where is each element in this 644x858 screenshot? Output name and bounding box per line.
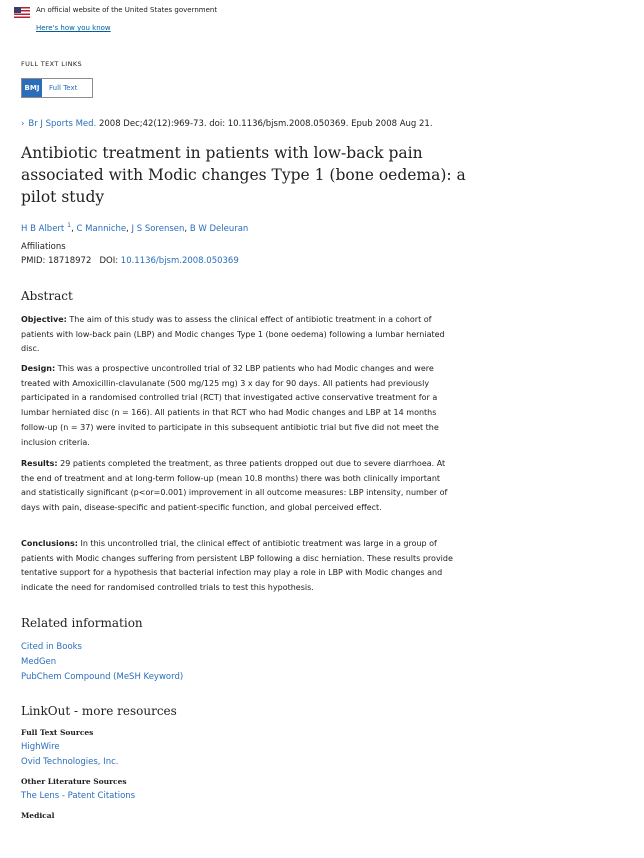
us-flag-icon xyxy=(14,7,30,18)
author-link[interactable]: C Manniche xyxy=(76,224,127,234)
pmid-value: 18718972 xyxy=(48,256,92,266)
abstract-objective xyxy=(21,313,456,357)
author-link[interactable]: B W Deleuran xyxy=(189,224,249,234)
abstract-section-label: Objective: xyxy=(21,315,67,324)
bmj-logo-icon: BMJ xyxy=(22,79,42,97)
abstract-heading: Abstract xyxy=(21,289,73,303)
abstract-section-text: The aim of this study was to assess the clinical effect of antibiotic treatment in a cohort of patients with low-back pain (LBP) and Modic changes Type 1 (bone oedema) following a lumbar herniated disc. xyxy=(21,315,445,354)
abstract-section-text: This was a prospective uncontrolled trial of 32 LBP patients who had Modic changes and were treated with Amoxicillin-clavulanate (500 mg/125 mg) 3 x day for 90 days. All patients had previously participated in a randomised controlled trial (RCT) that investigated active conservative treatment for a lumbar herniated disc (n = 166). All patients in that RCT who had Modic changes and LBP at 14 months follow-up (n = 37) were invited to participate in this subsequent antibiotic trial but five did not meet the inclusion criteria. xyxy=(21,364,439,447)
linkout-link-the-lens[interactable]: The Lens - Patent Citations xyxy=(21,791,136,801)
linkout-group-title: Other Literature Sources xyxy=(21,777,127,786)
related-information-heading: Related information xyxy=(21,616,143,630)
identifiers xyxy=(21,256,239,266)
abstract-section-label: Conclusions: xyxy=(21,539,78,548)
bmj-full-text-button[interactable] xyxy=(21,78,93,98)
gov-banner xyxy=(14,6,217,34)
related-links xyxy=(21,640,183,684)
journal-link[interactable]: Br J Sports Med. xyxy=(28,119,97,129)
heres-how-you-know-link[interactable]: Here's how you know xyxy=(36,24,111,32)
affiliations-toggle[interactable]: Affiliations xyxy=(21,242,66,252)
abstract-section-text: 29 patients completed the treatment, as three patients dropped out due to severe diarrhoea. At the end of treatment and at long-term follow-up (mean 10.8 months) there was both clinically important and statistically significant (p<or=0.001) improvement in all outcome measures: LBP intensity, number of days with pain, disease-specific and patient-specific function, and global perceived effect. xyxy=(21,459,448,513)
author-link[interactable]: H B Albert xyxy=(21,224,65,234)
author-link[interactable]: J S Sorensen xyxy=(131,224,185,234)
doi-label: DOI: xyxy=(99,256,119,266)
related-link-medgen[interactable]: MedGen xyxy=(21,656,57,667)
abstract-section-text: In this uncontrolled trial, the clinical effect of antibiotic treatment was large in a group of patients with Modic changes suffering from persistent LBP following a disc herniation. These results provide tentative support for a hypothesis that bacterial infection may play a role in LBP with Modic changes and indicate the need for randomised controlled trials to test this hypothesis. xyxy=(21,539,453,593)
abstract-design xyxy=(21,362,456,450)
author-list: H B Albert $^1$, C Manniche, J S Sorensen, B W Deleuran xyxy=(21,221,249,234)
affiliation-ref-link[interactable]: 1 xyxy=(66,221,72,229)
abstract-conclusions xyxy=(21,537,456,596)
other-literature-links xyxy=(21,789,135,804)
article-title: Antibiotic treatment in patients with low-back pain associated with Modic changes Type 1 (bone oedema): a pilot study xyxy=(21,144,466,206)
linkout-heading: LinkOut - more resources xyxy=(21,704,177,718)
related-link-cited-in-books[interactable]: Cited in Books xyxy=(21,642,82,652)
full-text-links-heading: FULL TEXT LINKS xyxy=(21,60,83,68)
full-text-label: Full Text xyxy=(49,84,78,92)
citation-details: 2008 Dec;42(12):969-73. doi: 10.1136/bjsm.2008.050369. Epub 2008 Aug 21. xyxy=(98,119,433,129)
gov-official-text: An official website of the United States government xyxy=(36,6,218,14)
linkout-link-highwire[interactable]: HighWire xyxy=(21,742,60,752)
abstract-section-label: Results: xyxy=(21,459,58,468)
abstract-section-label: Design: xyxy=(21,364,56,373)
linkout-group-title: Medical xyxy=(21,811,55,820)
doi-link[interactable]: 10.1136/bjsm.2008.050369 xyxy=(120,256,239,266)
chevron-right-icon[interactable]: › xyxy=(21,119,25,129)
abstract-results xyxy=(21,457,456,516)
full-text-sources-links xyxy=(21,740,118,770)
linkout-group-title: Full Text Sources xyxy=(21,728,94,737)
pmid-label: PMID: xyxy=(21,256,46,266)
linkout-link-ovid[interactable]: Ovid Technologies, Inc. xyxy=(21,756,119,767)
citation xyxy=(21,119,433,129)
related-link-pubchem[interactable]: PubChem Compound (MeSH Keyword) xyxy=(21,671,184,682)
